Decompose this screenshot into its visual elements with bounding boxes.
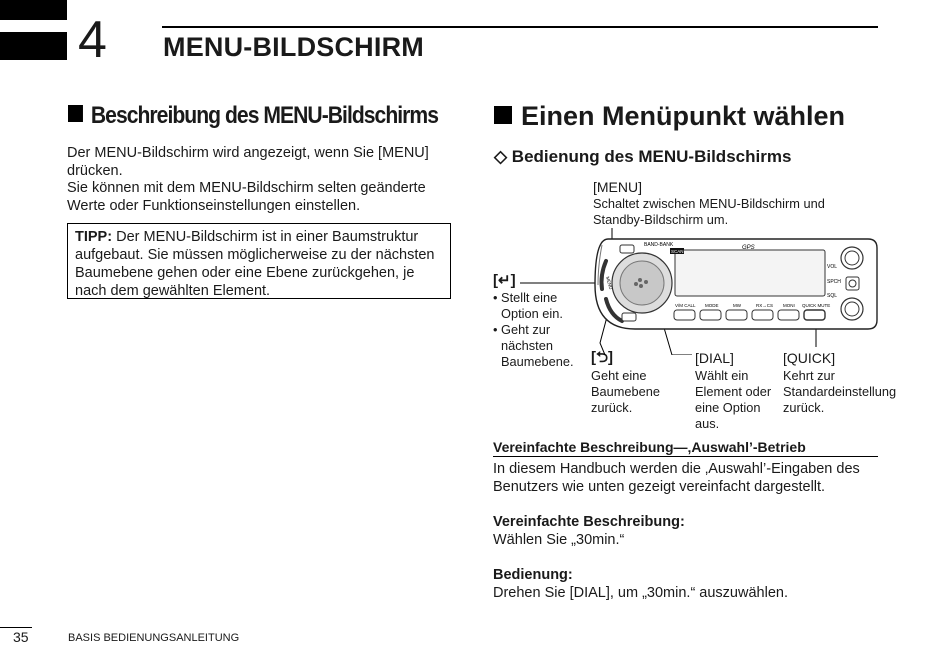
simplified-title: Vereinfachte Beschreibung—‚Auswahl’-Betrieb <box>493 439 806 455</box>
mw-label: MW <box>733 303 741 308</box>
quick-mute-label: QUICK MUTE <box>802 303 831 308</box>
mode-button <box>700 310 721 320</box>
text-line: nach dem gewählten Element. <box>75 283 271 299</box>
quick-callout-desc: Kehrt zur Standardeinstellung zurück. <box>783 368 897 415</box>
chapter-bar-bottom <box>0 32 67 60</box>
footer-text: BASIS BEDIENUNGSANLEITUNG <box>68 632 240 644</box>
chapter-number: 4 <box>78 11 107 69</box>
radio-display <box>675 250 825 296</box>
quick-callout-key: [QUICK] <box>783 350 836 366</box>
band-bank-label: BAND-BANK <box>644 242 674 248</box>
chapter-bar-top <box>0 0 67 20</box>
dial-callout-key: [DIAL] <box>695 350 734 366</box>
moni-button <box>778 310 799 320</box>
rx-cs-label: RX→CS <box>756 303 774 308</box>
tip-label: TIPP: <box>75 229 113 245</box>
back-callout-key: [⮌] <box>591 349 614 366</box>
simplified-title-rule <box>493 456 878 457</box>
quick-button <box>804 310 825 320</box>
mode-label: MODE <box>705 303 719 308</box>
radio-front-panel-illustration <box>490 225 880 355</box>
operation-label: Bedienung: <box>493 567 573 583</box>
tip-box <box>67 223 451 299</box>
chapter-rule <box>162 26 878 28</box>
moni-label: MONI <box>783 303 795 308</box>
simplified-label: Vereinfachte Beschreibung: <box>493 514 685 530</box>
power-button-icon <box>846 277 859 290</box>
text-line: Der MENU-Bildschirm ist in einer Baumstruktur <box>112 229 419 245</box>
text-line: Werte oder Funktionseinstellungen einstellen. <box>67 197 361 214</box>
text-line: aufgebaut. Sie müssen möglicherweise zu der nächsten <box>75 247 435 263</box>
gps-label: GPS <box>742 245 755 251</box>
subheading: ◇ Bedienung des MENU-Bildschirms <box>494 147 792 166</box>
left-section-title: Beschreibung des MENU-Bildschirms <box>68 102 438 130</box>
text-line: Sie können mit dem MENU-Bildschirm selten geänderte <box>67 180 426 196</box>
spch-label: SPCH <box>827 279 841 285</box>
vol-label: VOL <box>827 264 838 270</box>
text-line: drücken. <box>67 162 123 179</box>
menu-callout-key: [MENU] <box>593 179 642 195</box>
simplified-example: Wählen Sie „30min.“ <box>493 532 625 548</box>
vm-call-label: V/M CALL <box>675 303 696 308</box>
simplified-description: In diesem Handbuch werden die ‚Auswahl’-Eingaben des Benutzers wie unten gezeigt vereinfacht dargestellt. <box>493 461 860 495</box>
rx-cs-button <box>752 310 773 320</box>
chapter-title: MENU-BILDSCHIRM <box>163 32 424 62</box>
text-line: Baumebene gehen oder eine Ebene zurückgehen, je <box>75 265 415 281</box>
mw-button <box>726 310 747 320</box>
square-bullet-icon <box>494 106 512 124</box>
square-bullet-icon <box>68 105 83 122</box>
right-section-title: Einen Menüpunkt wählen <box>494 101 845 132</box>
left-description <box>67 145 429 215</box>
enter-callout-key: [↵] <box>493 272 516 289</box>
menu-callout-desc: Schaltet zwischen MENU-Bildschirm und Standby-Bildschirm um. <box>593 196 825 227</box>
scan-label: SCAN <box>671 249 684 254</box>
menu-key-label: MENU <box>605 275 614 291</box>
footer-rule <box>0 627 32 628</box>
dial-callout-desc: Wählt ein Element oder eine Option aus. <box>695 368 772 431</box>
back-callout-desc: Geht eine Baumebene zurück. <box>591 368 661 415</box>
page-number: 35 <box>13 629 29 645</box>
sql-label: SQL <box>827 293 838 299</box>
text-line: Der MENU-Bildschirm wird angezeigt, wenn Sie [MENU] <box>67 145 429 161</box>
enter-callout-desc: • Stellt eine Option ein. • Geht zur nächsten Baumebene. <box>493 290 574 369</box>
operation-text: Drehen Sie [DIAL], um „30min.“ auszuwählen. <box>493 585 788 601</box>
vm-call-button <box>674 310 695 320</box>
